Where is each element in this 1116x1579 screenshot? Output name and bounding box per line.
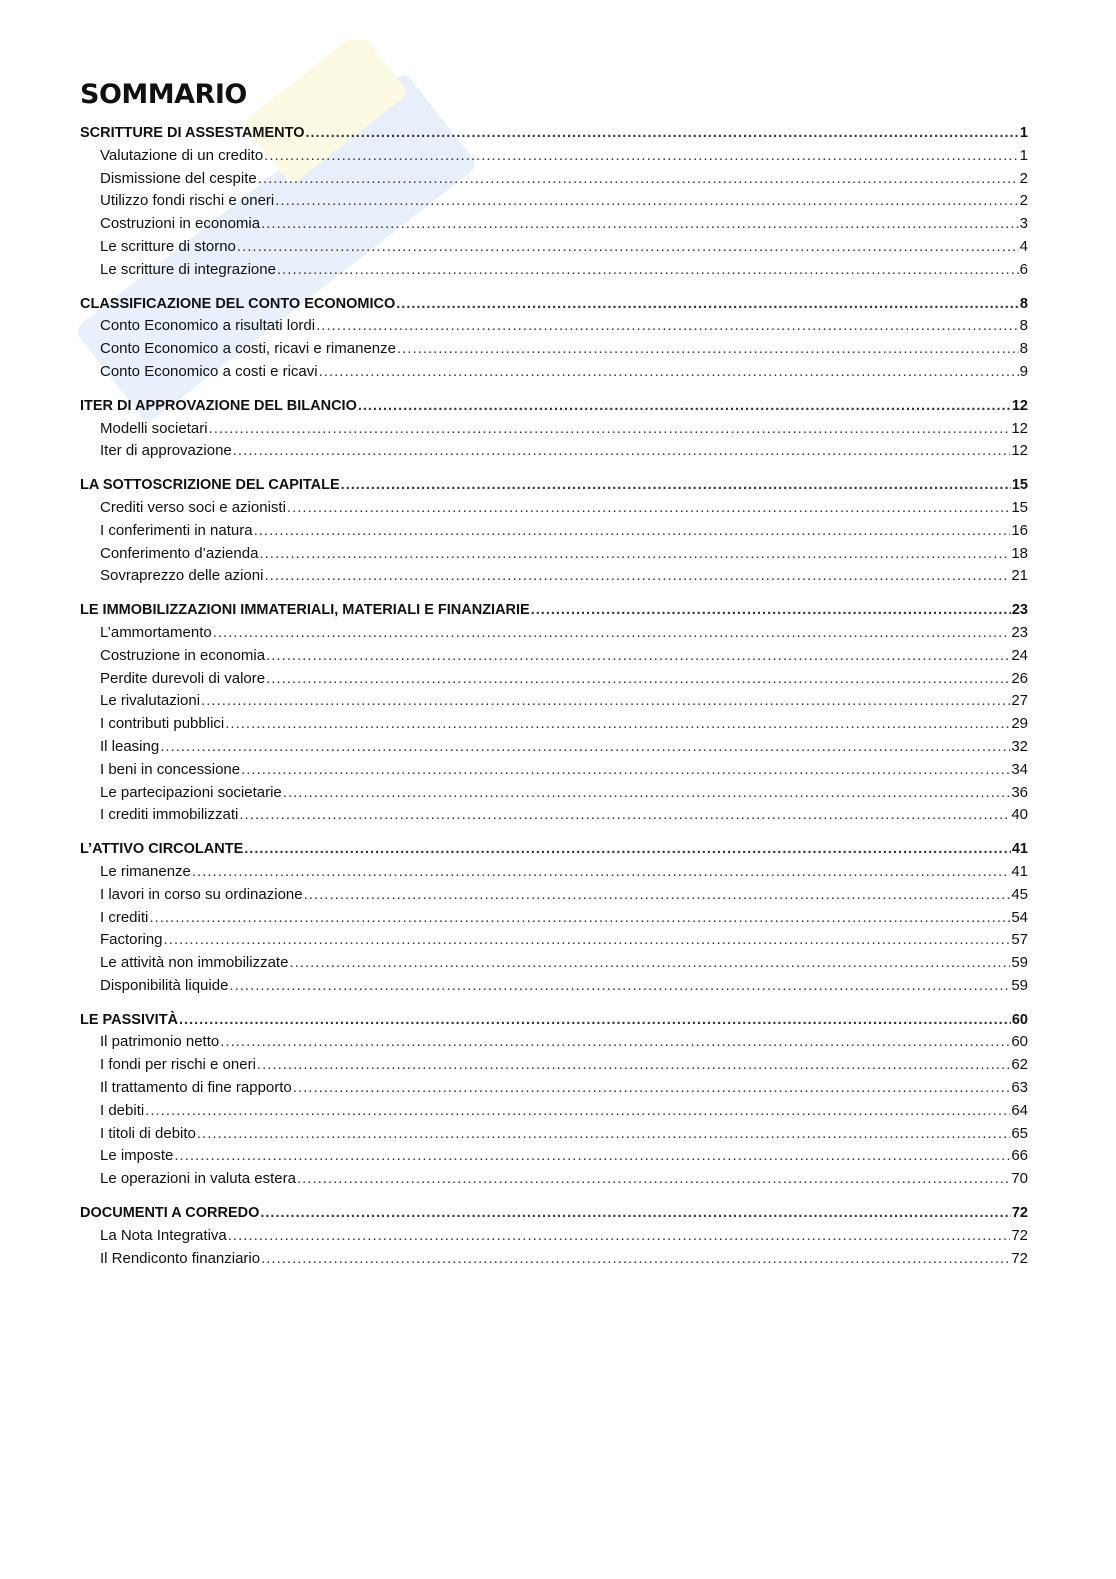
- toc-section: [80, 599, 1028, 827]
- toc-entry-label: DOCUMENTI A CORREDO: [80, 1205, 260, 1222]
- toc-entry[interactable]: [80, 1168, 1028, 1191]
- toc-entry[interactable]: [80, 565, 1028, 588]
- toc-entry-label: Costruzione in economia: [100, 646, 266, 664]
- toc-entry-label: Il patrimonio netto: [100, 1033, 220, 1051]
- toc-entry-label: Le scritture di storno: [100, 237, 236, 255]
- toc-page-number: 3: [1019, 215, 1028, 233]
- toc-section: [80, 293, 1028, 384]
- dot-leader: [261, 213, 1019, 236]
- toc-entry[interactable]: [80, 168, 1028, 191]
- dot-leader: [304, 884, 1011, 907]
- toc-section-heading[interactable]: [80, 395, 1028, 418]
- toc-entry[interactable]: [80, 645, 1028, 668]
- dot-leader: [316, 315, 1019, 338]
- toc-entry[interactable]: [80, 884, 1028, 907]
- toc-entry-label: I beni in concessione: [100, 760, 241, 778]
- toc-section-heading[interactable]: [80, 1009, 1028, 1032]
- toc-page-number: 70: [1011, 1170, 1028, 1188]
- toc-entry[interactable]: [80, 236, 1028, 259]
- toc-entry[interactable]: [80, 361, 1028, 384]
- dot-leader: [264, 565, 1010, 588]
- dot-leader: [397, 338, 1019, 361]
- toc-entry-label: Disponibilità liquide: [100, 976, 229, 994]
- toc-section: [80, 122, 1028, 282]
- toc-page-number: 72: [1011, 1249, 1028, 1267]
- toc-section-heading[interactable]: [80, 599, 1028, 622]
- toc-page-number: 54: [1011, 908, 1028, 926]
- toc-page-number: 59: [1011, 954, 1028, 972]
- toc-entry-label: L’ATTIVO CIRCOLANTE: [80, 841, 244, 858]
- toc-entry[interactable]: [80, 259, 1028, 282]
- toc-entry[interactable]: [80, 1054, 1028, 1077]
- dot-leader: [160, 736, 1010, 759]
- dot-leader: [233, 440, 1011, 463]
- dot-leader: [257, 1054, 1010, 1077]
- toc-entry-label: Il leasing: [100, 737, 160, 755]
- toc-page-number: 16: [1011, 521, 1028, 539]
- toc-entry-label: Dismissione del cespite: [100, 169, 257, 187]
- toc-page-number: 24: [1011, 646, 1028, 664]
- toc-entry[interactable]: [80, 690, 1028, 713]
- toc-entry[interactable]: [80, 1225, 1028, 1248]
- toc-section-heading[interactable]: [80, 838, 1028, 861]
- dot-leader: [197, 1123, 1010, 1146]
- toc-entry-label: Le partecipazioni societarie: [100, 783, 282, 801]
- dot-leader: [201, 690, 1010, 713]
- toc-entry[interactable]: [80, 861, 1028, 884]
- toc-page-number: 45: [1011, 885, 1028, 903]
- dot-leader: [287, 497, 1010, 520]
- toc-entry[interactable]: [80, 213, 1028, 236]
- toc-section-heading[interactable]: [80, 122, 1028, 145]
- toc-entry[interactable]: [80, 804, 1028, 827]
- toc-page-number: 60: [1011, 1033, 1028, 1051]
- toc-entry[interactable]: [80, 543, 1028, 566]
- toc-entry-label: Crediti verso soci e azionisti: [100, 498, 286, 516]
- toc-page-number: 23: [1011, 602, 1028, 619]
- toc-page-number: 65: [1011, 1124, 1028, 1142]
- toc-section: [80, 1009, 1028, 1191]
- toc-page-number: 27: [1011, 692, 1028, 710]
- toc-page-number: 32: [1011, 737, 1028, 755]
- toc-entry[interactable]: [80, 736, 1028, 759]
- dot-leader: [241, 759, 1010, 782]
- toc-page-number: 12: [1011, 442, 1028, 460]
- toc-page-number: 64: [1011, 1101, 1028, 1119]
- toc-entry-label: Le rimanenze: [100, 862, 191, 880]
- dot-leader: [293, 1077, 1011, 1100]
- toc-entry[interactable]: [80, 338, 1028, 361]
- toc-section-heading[interactable]: [80, 293, 1028, 316]
- toc-page-number: 2: [1019, 169, 1028, 187]
- toc-entry[interactable]: [80, 759, 1028, 782]
- toc-page-number: 41: [1011, 841, 1028, 858]
- toc-entry[interactable]: [80, 1100, 1028, 1123]
- toc-page-number: 34: [1011, 760, 1028, 778]
- toc-entry-label: La Nota Integrativa: [100, 1226, 227, 1244]
- toc-section: [80, 395, 1028, 463]
- toc-page-number: 60: [1011, 1011, 1028, 1028]
- toc-page-number: 66: [1011, 1147, 1028, 1165]
- dot-leader: [266, 668, 1010, 691]
- dot-leader: [358, 395, 1011, 418]
- toc-page-number: 29: [1011, 715, 1028, 733]
- toc-page-number: 18: [1011, 544, 1028, 562]
- toc-entry-label: I crediti: [100, 908, 149, 926]
- toc-entry[interactable]: [80, 1031, 1028, 1054]
- toc-page-number: 21: [1011, 567, 1028, 585]
- toc-entry-label: LE IMMOBILIZZAZIONI IMMATERIALI, MATERIALI E FINANZIARIE: [80, 602, 530, 619]
- toc-entry-label: Sovraprezzo delle azioni: [100, 567, 264, 585]
- toc-page-number: 6: [1019, 260, 1028, 278]
- toc-page-number: 59: [1011, 976, 1028, 994]
- toc-page-number: 2: [1019, 192, 1028, 210]
- toc-page-number: 15: [1011, 498, 1028, 516]
- toc-entry-label: Le operazioni in valuta estera: [100, 1170, 296, 1188]
- toc-entry[interactable]: [80, 907, 1028, 930]
- toc-entry-label: I fondi per rischi e oneri: [100, 1056, 256, 1074]
- toc-entry-label: Iter di approvazione: [100, 442, 232, 460]
- toc-page-number: 1: [1019, 146, 1028, 164]
- toc-entry[interactable]: [80, 1248, 1028, 1271]
- table-of-contents: [80, 78, 1028, 1270]
- toc-page-number: 12: [1011, 397, 1028, 414]
- toc-entry[interactable]: [80, 190, 1028, 213]
- dot-leader: [209, 418, 1011, 441]
- toc-section-heading[interactable]: [80, 1202, 1028, 1225]
- toc-page-number: 26: [1011, 669, 1028, 687]
- toc-entry[interactable]: [80, 497, 1028, 520]
- toc-entry-label: ITER DI APPROVAZIONE DEL BILANCIO: [80, 397, 357, 414]
- dot-leader: [254, 520, 1011, 543]
- page-title: SOMMARIO: [80, 79, 247, 110]
- dot-leader: [213, 622, 1011, 645]
- toc-page-number: 57: [1011, 931, 1028, 949]
- toc-page-number: 8: [1019, 340, 1028, 358]
- toc-entry-label: Costruzioni in economia: [100, 215, 261, 233]
- dot-leader: [319, 361, 1019, 384]
- dot-leader: [258, 168, 1019, 191]
- dot-leader: [237, 236, 1019, 259]
- toc-list: [80, 122, 1028, 1270]
- toc-page-number: 8: [1019, 317, 1028, 335]
- toc-entry-label: L’ammortamento: [100, 623, 212, 641]
- toc-entry-label: Le attività non immobilizzate: [100, 954, 289, 972]
- dot-leader: [192, 861, 1010, 884]
- toc-entry-label: I titoli di debito: [100, 1124, 196, 1142]
- toc-entry-label: Conto Economico a costi e ricavi: [100, 362, 318, 380]
- dot-leader: [228, 1225, 1011, 1248]
- dot-leader: [164, 929, 1011, 952]
- toc-entry[interactable]: [80, 622, 1028, 645]
- dot-leader: [260, 1202, 1010, 1225]
- toc-entry-label: LE PASSIVITÀ: [80, 1011, 179, 1028]
- dot-leader: [149, 907, 1010, 930]
- dot-leader: [277, 259, 1019, 282]
- toc-entry[interactable]: [80, 782, 1028, 805]
- toc-section: [80, 1202, 1028, 1270]
- toc-entry[interactable]: [80, 952, 1028, 975]
- toc-entry-label: LA SOTTOSCRIZIONE DEL CAPITALE: [80, 477, 340, 494]
- toc-entry-label: Conferimento d’azienda: [100, 544, 259, 562]
- toc-entry-label: Modelli societari: [100, 419, 208, 437]
- dot-leader: [174, 1145, 1010, 1168]
- toc-entry-label: Il trattamento di fine rapporto: [100, 1079, 292, 1097]
- toc-entry-label: CLASSIFICAZIONE DEL CONTO ECONOMICO: [80, 295, 396, 312]
- toc-entry-label: Valutazione di un credito: [100, 146, 264, 164]
- dot-leader: [283, 782, 1011, 805]
- toc-page-number: 41: [1011, 862, 1028, 880]
- toc-page-number: 72: [1011, 1226, 1028, 1244]
- toc-entry[interactable]: [80, 440, 1028, 463]
- toc-entry[interactable]: [80, 315, 1028, 338]
- toc-entry-label: Le imposte: [100, 1147, 174, 1165]
- toc-entry-label: Le rivalutazioni: [100, 692, 201, 710]
- toc-entry[interactable]: [80, 929, 1028, 952]
- toc-page-number: 9: [1019, 362, 1028, 380]
- toc-entry[interactable]: [80, 1123, 1028, 1146]
- toc-entry[interactable]: [80, 668, 1028, 691]
- toc-page-number: 12: [1011, 419, 1028, 437]
- dot-leader: [266, 645, 1010, 668]
- toc-entry-label: I conferimenti in natura: [100, 521, 253, 539]
- toc-entry[interactable]: [80, 145, 1028, 168]
- toc-entry-label: Factoring: [100, 931, 163, 949]
- toc-page-number: 8: [1019, 295, 1028, 312]
- toc-entry-label: I debiti: [100, 1101, 145, 1119]
- dot-leader: [145, 1100, 1010, 1123]
- toc-page-number: 63: [1011, 1079, 1028, 1097]
- dot-leader: [275, 190, 1018, 213]
- toc-entry-label: I lavori in corso su ordinazione: [100, 885, 303, 903]
- toc-entry[interactable]: [80, 1145, 1028, 1168]
- toc-page-number: 40: [1011, 806, 1028, 824]
- dot-leader: [396, 293, 1019, 316]
- dot-leader: [261, 1248, 1010, 1271]
- toc-entry-label: I crediti immobilizzati: [100, 806, 239, 824]
- toc-page-number: 23: [1011, 623, 1028, 641]
- toc-entry[interactable]: [80, 520, 1028, 543]
- toc-entry[interactable]: [80, 1077, 1028, 1100]
- toc-entry-label: Conto Economico a costi, ricavi e rimanenze: [100, 340, 396, 358]
- toc-entry-label: SCRITTURE DI ASSESTAMENTO: [80, 125, 305, 141]
- toc-page-number: 72: [1011, 1205, 1028, 1222]
- dot-leader: [264, 145, 1018, 168]
- dot-leader: [179, 1009, 1011, 1032]
- dot-leader: [297, 1168, 1010, 1191]
- dot-leader: [259, 543, 1010, 566]
- dot-leader: [341, 474, 1011, 497]
- toc-entry-label: I contributi pubblici: [100, 715, 225, 733]
- toc-entry-label: Utilizzo fondi rischi e oneri: [100, 192, 275, 210]
- dot-leader: [306, 122, 1019, 145]
- toc-page-number: 1: [1019, 125, 1028, 141]
- toc-entry-label: Perdite durevoli di valore: [100, 669, 266, 687]
- dot-leader: [244, 838, 1011, 861]
- toc-page-number: 62: [1011, 1056, 1028, 1074]
- toc-section: [80, 474, 1028, 588]
- toc-section: [80, 838, 1028, 998]
- toc-entry-label: Conto Economico a risultati lordi: [100, 317, 316, 335]
- toc-entry[interactable]: [80, 418, 1028, 441]
- dot-leader: [289, 952, 1010, 975]
- toc-page-number: 15: [1011, 477, 1028, 494]
- dot-leader: [239, 804, 1010, 827]
- toc-entry[interactable]: [80, 975, 1028, 998]
- toc-page-number: 4: [1019, 237, 1028, 255]
- dot-leader: [220, 1031, 1010, 1054]
- toc-page-number: 36: [1011, 783, 1028, 801]
- toc-entry-label: Il Rendiconto finanziario: [100, 1249, 261, 1267]
- dot-leader: [531, 599, 1011, 622]
- dot-leader: [229, 975, 1010, 998]
- toc-section-heading[interactable]: [80, 474, 1028, 497]
- toc-entry[interactable]: [80, 713, 1028, 736]
- dot-leader: [225, 713, 1010, 736]
- toc-entry-label: Le scritture di integrazione: [100, 260, 276, 278]
